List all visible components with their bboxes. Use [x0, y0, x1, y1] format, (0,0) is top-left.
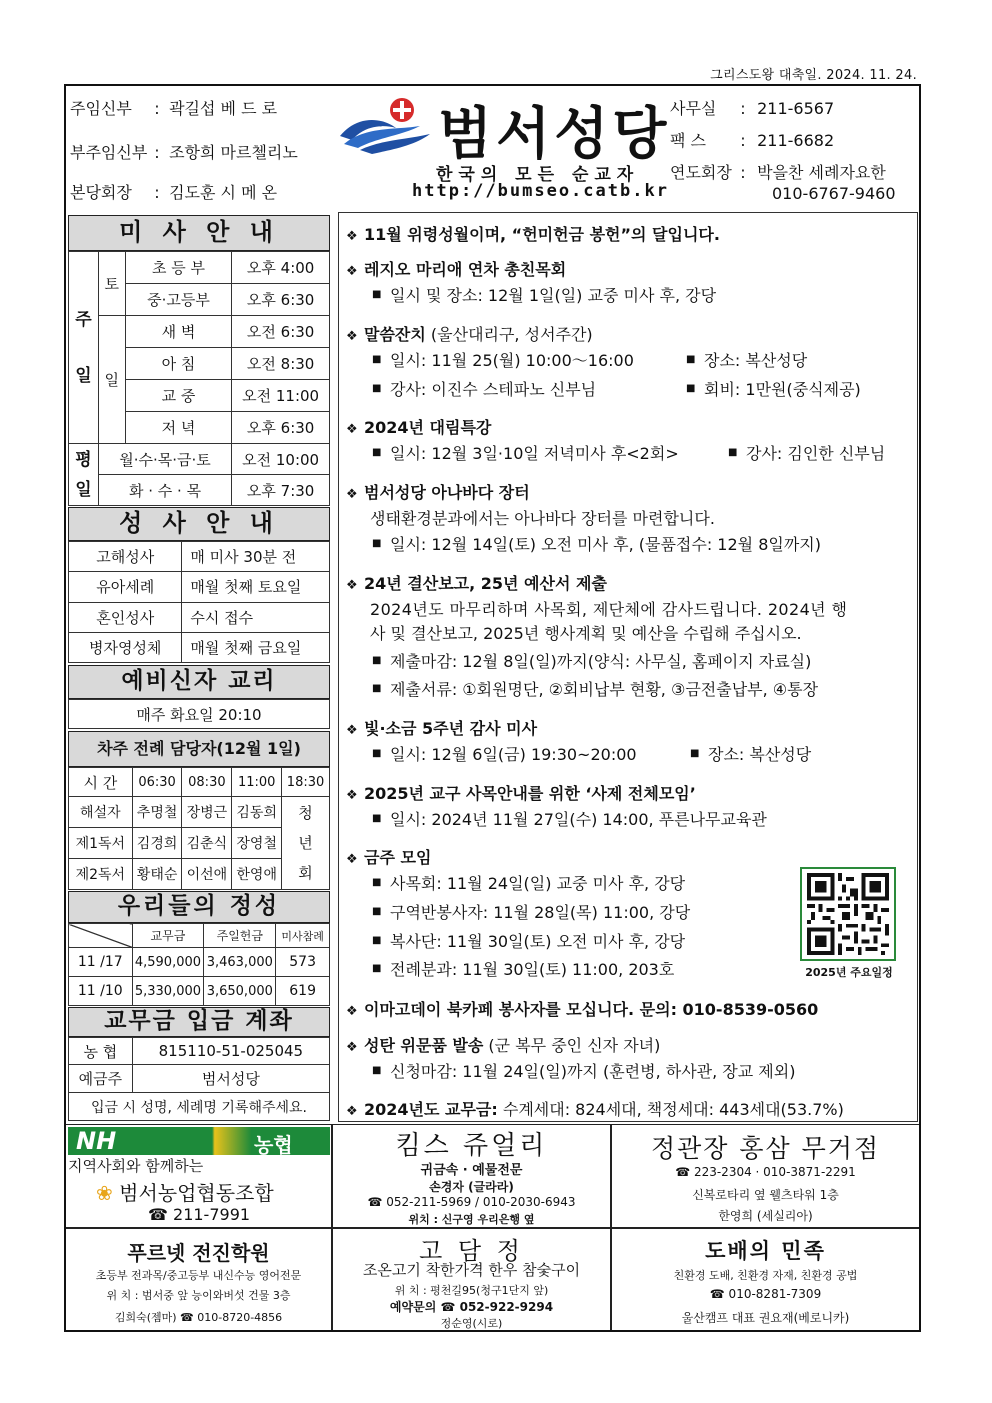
- account-title: 교무금 입금 계좌: [68, 1007, 330, 1037]
- liturgy-header-cell: 06:30: [132, 768, 182, 797]
- liturgy-role: 제1독서: [69, 828, 133, 859]
- square-bullet-icon: ■: [728, 447, 738, 458]
- notice-title: ❖ 빛·소금 5주년 감사 미사: [346, 719, 538, 738]
- square-bullet-icon: ■: [372, 289, 382, 300]
- qr-caption: 2025년 주요일정: [805, 966, 893, 979]
- notice-line: ■ 제출마감: 12월 8일(일)까지(양식: 사무실, 홈페이지 자료실): [372, 652, 812, 671]
- mass-time: 오전 8:30: [232, 348, 330, 380]
- square-bullet-icon: ■: [686, 383, 696, 394]
- liturgy-person: 김춘식: [182, 828, 232, 859]
- notice-line: ■ 회비: 1만원(중식제공): [686, 380, 861, 399]
- notice-line: ■ 제출서류: ①회원명단, ②회비납부 현황, ③금전출납부, ④통장: [372, 680, 819, 699]
- notice-line: ■ 일시: 2024년 11월 27일(수) 14:00, 푸른나무교육관: [372, 810, 767, 829]
- square-bullet-icon: ■: [372, 655, 382, 666]
- notice-title: ❖ 이마고데이 북카페 봉사자를 모십니다. 문의: 010-8539-0560: [346, 1000, 819, 1019]
- notice-line: ■ 일시 및 장소: 12월 1일(일) 교중 미사 후, 강당: [372, 286, 717, 305]
- square-bullet-icon: ■: [372, 383, 382, 394]
- notice-title: ❖ 11월 위령성월이며, “헌미헌금 봉헌”의 달입니다.: [346, 225, 720, 244]
- account-holder-label: 예금주: [69, 1065, 133, 1093]
- liturgy-person: 장영철: [232, 828, 282, 859]
- square-bullet-icon: ■: [372, 538, 382, 549]
- notice-line: ■ 일시: 12월 14일(토) 오전 미사 후, (물품접수: 12월 8일까지): [372, 535, 821, 554]
- header-left-row: 본당회장 : 김도훈 시 메 온: [70, 183, 278, 202]
- account-number[interactable]: 815110-51-025045: [132, 1038, 329, 1065]
- ad-nh: [66, 1124, 332, 1228]
- square-bullet-icon: ■: [686, 354, 696, 365]
- mass-time: 오후 6:30: [232, 284, 330, 316]
- square-bullet-icon: ■: [372, 1065, 382, 1076]
- sunday-day-label: 일: [98, 316, 125, 444]
- nh-name-row: ❀ 범서농업협동조합: [96, 1181, 274, 1205]
- catechism-schedule: 매주 화요일 20:10: [69, 700, 330, 729]
- offering-date: 11 /10: [69, 977, 133, 1006]
- liturgy-role: 해설자: [69, 797, 133, 828]
- offering-table: [68, 923, 330, 1006]
- offering-value: 573: [276, 948, 330, 977]
- sacrament-name: 병자영성체: [69, 632, 182, 662]
- church-motto: 한국의 모든 순교자: [436, 165, 640, 185]
- liturgy-table: [68, 767, 330, 890]
- nh-logo-icon: ❀: [96, 1181, 113, 1205]
- liturgy-header-cell: 18:30: [282, 768, 330, 797]
- liturgy-person: 이선애: [182, 859, 232, 890]
- diamond-bullet-icon: ❖: [346, 578, 358, 593]
- mass-time: 오후 6:30: [232, 412, 330, 444]
- square-bullet-icon: ■: [372, 935, 382, 946]
- square-bullet-icon: ■: [372, 963, 382, 974]
- liturgy-header-cell: 11:00: [232, 768, 282, 797]
- liturgy-header-cell: 08:30: [182, 768, 232, 797]
- liturgy-person: 추명철: [132, 797, 182, 828]
- notice-line: ■ 신청마감: 11월 24일(일)까지 (훈련병, 하사관, 장교 제외): [372, 1062, 796, 1081]
- sacrament-name: 고해성사: [69, 542, 182, 572]
- mass-name: 중·고등부: [125, 284, 232, 316]
- mass-time: 오전 11:00: [232, 380, 330, 412]
- mass-name: 새 벽: [125, 316, 232, 348]
- catechism-table: [68, 699, 330, 729]
- diamond-bullet-icon: ❖: [346, 229, 358, 244]
- diamond-bullet-icon: ❖: [346, 1040, 358, 1055]
- sacrament-title: 성 사 안 내: [68, 507, 330, 541]
- offering-header-cell: 교무금: [132, 924, 204, 948]
- notice-line: ■ 일시: 12월 3일·10일 저녁미사 후<2회>: [372, 444, 679, 463]
- offering-title: 우리들의 정성: [68, 891, 330, 923]
- notice-line: ■ 강사: 이진수 스테파노 신부님: [372, 380, 597, 399]
- mass-name: 교 중: [125, 380, 232, 412]
- notice-line: ■ 장소: 복산성당: [686, 351, 808, 370]
- offering-value: 619: [276, 977, 330, 1006]
- liturgy-person: 김경희: [132, 828, 182, 859]
- ad-ginseng: 정관장 홍삼 무거점 ☎ 223-2304 · 010-3871-2291 신복로타리 옆 웰츠타워 1층 한영희 (세실리아): [611, 1124, 919, 1228]
- sacrament-value: 매 미사 30분 전: [182, 542, 330, 572]
- nh-logo-korean: 농협: [254, 1133, 293, 1157]
- square-bullet-icon: ■: [372, 906, 382, 917]
- notice-text: 생태환경분과에서는 아나바다 장터를 마련합니다.: [370, 509, 715, 528]
- diamond-bullet-icon: ❖: [346, 1004, 358, 1019]
- square-bullet-icon: ■: [372, 748, 382, 759]
- mass-time: 오전 10:00: [232, 444, 330, 475]
- sacrament-value: 매월 첫째 금요일: [182, 632, 330, 662]
- mass-name: 월·수·목·금·토: [98, 444, 231, 475]
- account-holder: 범서성당: [132, 1065, 329, 1093]
- sacrament-table: [68, 541, 330, 663]
- sacrament-value: 수시 접수: [182, 602, 330, 632]
- ad-godam-restaurant: 고 담 정 조온고기 착한가격 한우 참숯구이 위 치 : 평천길95(청구1단지 앞) 예약문의 ☎ 052-922-9294 정순영(시로): [332, 1228, 611, 1330]
- header-right-row: 사무실 : 211-6567: [670, 99, 835, 118]
- notice-line: ■ 일시: 12월 6일(금) 19:30~20:00: [372, 745, 637, 764]
- notice-line: ■ 일시: 11월 25(월) 10:00～16:00: [372, 351, 634, 370]
- mass-time: 오후 7:30: [232, 475, 330, 506]
- mass-name: 초 등 부: [125, 252, 232, 284]
- notice-title: ❖ 24년 결산보고, 25년 예산서 제출: [346, 574, 607, 593]
- notice-line: ■ 구역반봉사자: 11월 28일(목) 11:00, 강당: [372, 903, 691, 922]
- ad-kims-jewelry: 킴스 쥬얼리 귀금속 · 예물전문 손경자 (글라라) ☎ 052-211-5969 / 010-2030-6943 위치 : 신구영 우리은행 옆: [332, 1124, 611, 1228]
- square-bullet-icon: ■: [372, 813, 382, 824]
- diamond-bullet-icon: ❖: [346, 422, 358, 437]
- church-logo-icon: [338, 96, 438, 156]
- mass-title: 미 사 안 내: [68, 215, 330, 251]
- nh-tagline: 지역사회와 함께하는: [68, 1157, 204, 1175]
- sacrament-name: 혼인성사: [69, 602, 182, 632]
- account-bank: 농 협: [69, 1038, 133, 1065]
- notice-line: ■ 사목회: 11월 24일(일) 교중 미사 후, 강당: [372, 874, 686, 893]
- diamond-bullet-icon: ❖: [346, 264, 358, 279]
- notice-title: ❖ 레지오 마리애 연차 총친목회: [346, 260, 567, 279]
- saturday-label: 토: [98, 252, 125, 316]
- header-right-row: 연도회장 : 박을찬 세례자요한: [670, 163, 886, 182]
- mass-time: 오전 6:30: [232, 316, 330, 348]
- mass-name: 아 침: [125, 348, 232, 380]
- notice-title: ❖ 금주 모임: [346, 848, 432, 867]
- header-left-row: 주임신부 : 곽길섭 베 드 로: [70, 99, 278, 118]
- header-right-row: 팩 스 : 211-6682: [670, 131, 835, 150]
- notice-title: ❖ 말씀잔치 (울산대리구, 성서주간): [346, 325, 593, 344]
- bulletin-header: [66, 86, 919, 210]
- header-phone2: 010-6767-9460: [772, 184, 896, 203]
- liturgy-person: 장병근: [182, 797, 232, 828]
- nh-banner: [68, 1127, 330, 1155]
- square-bullet-icon: ■: [690, 748, 700, 759]
- account-note: 입금 시 성명, 세례명 기록해주세요.: [69, 1093, 330, 1121]
- liturgy-person: 김동희: [232, 797, 282, 828]
- notice-title: ❖ 2025년 교구 사목안내를 위한 ‘사제 전체모임’: [346, 784, 696, 803]
- sacrament-name: 유아세례: [69, 572, 182, 602]
- square-bullet-icon: ■: [372, 683, 382, 694]
- header-left-row: 부주임신부 : 조항희 마르첼리노: [70, 143, 298, 162]
- liturgy-role: 제2독서: [69, 859, 133, 890]
- ad-dobae: 도배의 민족 친환경 도배, 친환경 자재, 친환경 공법 ☎ 010-8281-7309 울산캠프 대표 권요재(베로니카): [611, 1228, 919, 1330]
- mass-name: 화 · 수 · 목: [98, 475, 231, 506]
- offering-header-cell: 미사참례: [276, 924, 330, 948]
- offering-value: 4,590,000: [132, 948, 204, 977]
- liturgy-youth: 청 년 회: [282, 797, 330, 890]
- date-line: 그리스도왕 대축일. 2024. 11. 24.: [710, 68, 917, 83]
- notice-line: ■ 강사: 김인한 신부님: [728, 444, 886, 463]
- mass-name: 저 녁: [125, 412, 232, 444]
- diamond-bullet-icon: ❖: [346, 329, 358, 344]
- mass-time: 오후 4:00: [232, 252, 330, 284]
- liturgy-person: 한영애: [232, 859, 282, 890]
- account-table: [68, 1037, 330, 1121]
- notice-title: ❖ 2024년도 교무금: 수계세대: 824세대, 책정세대: 443세대(53.7%): [346, 1100, 844, 1119]
- diamond-bullet-icon: ❖: [346, 487, 358, 502]
- notice-text: 사 및 결산보고, 2025년 행사계획 및 예산을 수립해 주십시오.: [370, 624, 802, 643]
- offering-value: 3,463,000: [204, 948, 276, 977]
- church-url[interactable]: http://bumseo.catb.kr: [412, 181, 669, 201]
- notice-line: ■ 전례분과: 11월 30일(토) 11:00, 203호: [372, 960, 675, 979]
- offering-value: 3,650,000: [204, 977, 276, 1006]
- sunday-label: 주 일: [69, 252, 99, 444]
- church-name: 범서성당: [438, 102, 671, 167]
- notice-text: 2024년도 마무리하며 사목회, 제단체에 감사드립니다. 2024년 행: [370, 600, 848, 619]
- offering-value: 5,330,000: [132, 977, 204, 1006]
- notice-title: ❖ 성탄 위문품 발송 (군 복무 중인 신자 자녀): [346, 1036, 661, 1055]
- mass-table: [68, 251, 330, 506]
- liturgy-title: 차주 전례 담당자(12월 1일): [68, 731, 330, 767]
- square-bullet-icon: ■: [372, 447, 382, 458]
- notice-line: ■ 복사단: 11월 30일(토) 오전 미사 후, 강당: [372, 932, 686, 951]
- notice-title: ❖ 2024년 대림특강: [346, 418, 492, 437]
- ad-academy: 푸르넷 전진학원 초등부 전과목/중고등부 내신수능 영어전문 위 치 : 범서중 앞 능이와버섯 건물 3층 김희숙(젬마) ☎ 010-8720-4856: [66, 1228, 332, 1330]
- liturgy-person: 황태순: [132, 859, 182, 890]
- diamond-bullet-icon: ❖: [346, 1104, 358, 1119]
- diamond-bullet-icon: ❖: [346, 723, 358, 738]
- sacrament-value: 매월 첫째 토요일: [182, 572, 330, 602]
- qr-code-icon[interactable]: [800, 867, 896, 961]
- diamond-bullet-icon: ❖: [346, 788, 358, 803]
- weekday-label: 평 일: [69, 444, 99, 506]
- liturgy-header-cell: 시 간: [69, 768, 133, 797]
- diamond-bullet-icon: ❖: [346, 852, 358, 867]
- notice-title: ❖ 범서성당 아나바다 장터: [346, 483, 530, 502]
- nh-phone: ☎ 211-7991: [148, 1205, 251, 1224]
- square-bullet-icon: ■: [372, 354, 382, 365]
- square-bullet-icon: ■: [372, 877, 382, 888]
- notice-line: ■ 장소: 복산성당: [690, 745, 812, 764]
- qr-pattern-icon: [806, 873, 890, 955]
- catechism-title: 예비신자 교리: [68, 665, 330, 699]
- offering-corner-cell: [69, 924, 133, 948]
- offering-date: 11 /17: [69, 948, 133, 977]
- nh-logo-text: NH: [76, 1127, 117, 1155]
- offering-header-cell: 주일헌금: [204, 924, 276, 948]
